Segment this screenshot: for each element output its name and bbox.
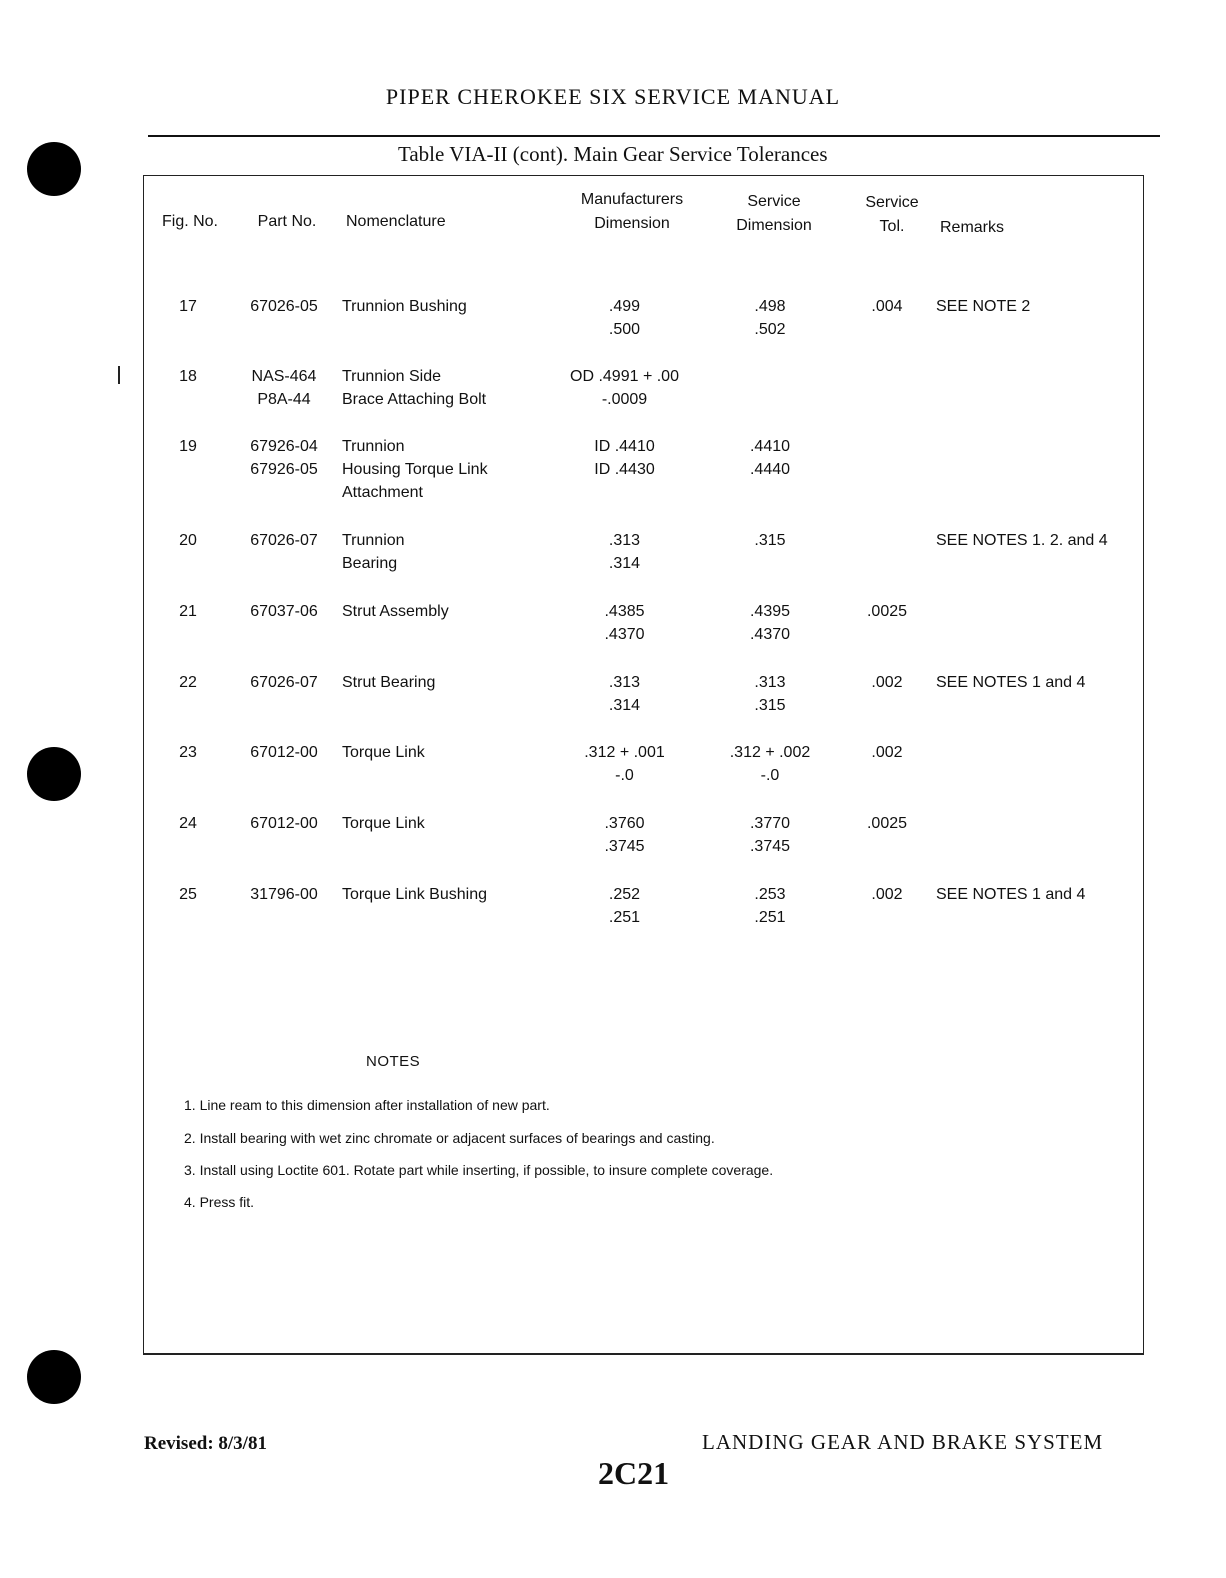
section-title: LANDING GEAR AND BRAKE SYSTEM: [702, 1430, 1104, 1454]
cell-service-tol: .004: [871, 298, 903, 315]
cell-service-dimension: .3770 .3745: [749, 815, 791, 855]
col-header-part: Part No.: [257, 213, 317, 230]
cell-nomenclature: Torque Link: [342, 744, 425, 761]
cell-nomenclature: Trunnion Bearing: [342, 532, 405, 572]
cell-nomenclature: Trunnion Bushing: [342, 298, 467, 315]
cell-service-dimension: .4410 .4440: [749, 438, 791, 478]
cell-remarks: SEE NOTES 1 and 4: [936, 674, 1086, 691]
cell-fig-no: 23: [179, 744, 197, 761]
cell-service-dimension: .498 .502: [754, 298, 786, 338]
cell-fig-no: 17: [179, 298, 197, 315]
col-header-manufacturers-dimension: Manufacturers Dimension: [580, 191, 684, 232]
note-item: 4. Press fit.: [184, 1194, 255, 1210]
cell-service-tol: .002: [871, 744, 903, 761]
cell-service-dimension: .315: [754, 532, 786, 549]
cell-nomenclature: Trunnion Housing Torque Link Attachment: [342, 438, 488, 501]
cell-part-no: 67926-04 67926-05: [250, 438, 318, 478]
note-item: 3. Install using Loctite 601. Rotate part while inserting, if possible, to insure complete coverage.: [184, 1162, 774, 1178]
cell-nomenclature: Torque Link: [342, 815, 425, 832]
col-header-nomenclature: Nomenclature: [346, 213, 446, 230]
cell-manufacturers-dimension: .312 + .001 -.0: [584, 744, 665, 784]
cell-part-no: NAS-464 P8A-44: [251, 368, 317, 408]
note-item: 2. Install bearing with wet zinc chromate or adjacent surfaces of bearings and casting.: [184, 1130, 715, 1146]
cell-service-dimension: .4395 .4370: [749, 603, 791, 643]
cell-nomenclature: Trunnion Side Brace Attaching Bolt: [342, 368, 487, 408]
cell-part-no: 31796-00: [250, 886, 318, 903]
margin-mark: [118, 366, 120, 384]
cell-service-tol: .002: [871, 674, 903, 691]
cell-fig-no: 21: [179, 603, 197, 620]
manual-title: PIPER CHEROKEE SIX SERVICE MANUAL: [385, 84, 841, 109]
cell-part-no: 67026-07: [250, 674, 318, 691]
cell-part-no: 67012-00: [250, 744, 318, 761]
cell-remarks: SEE NOTE 2: [936, 298, 1031, 315]
cell-remarks: SEE NOTES 1 and 4: [936, 886, 1086, 903]
cell-service-dimension: .312 + .002 -.0: [729, 744, 811, 784]
cell-service-tol: .0025: [866, 603, 908, 620]
cell-manufacturers-dimension: .3760 .3745: [604, 815, 645, 855]
header-rule: [148, 135, 1160, 137]
cell-manufacturers-dimension: .499 .500: [608, 298, 641, 338]
cell-manufacturers-dimension: .313 .314: [608, 532, 641, 572]
cell-part-no: 67026-07: [250, 532, 318, 549]
cell-manufacturers-dimension: OD .4991 + .00 -.0009: [570, 368, 679, 408]
cell-service-dimension: .253 .251: [754, 886, 786, 926]
cell-manufacturers-dimension: .4385 .4370: [604, 603, 645, 643]
cell-part-no: 67012-00: [250, 815, 318, 832]
cell-manufacturers-dimension: .252 .251: [608, 886, 641, 926]
cell-fig-no: 22: [179, 674, 197, 691]
binder-hole-middle: [27, 747, 81, 801]
cell-fig-no: 25: [179, 886, 197, 903]
cell-nomenclature: Strut Bearing: [342, 674, 436, 691]
table-title: Table VIA-II (cont). Main Gear Service Tolerances: [398, 142, 828, 166]
cell-fig-no: 20: [179, 532, 197, 549]
col-header-service-tol: Service Tol.: [865, 194, 919, 235]
binder-hole-top: [27, 142, 81, 196]
cell-nomenclature: Torque Link Bushing: [342, 886, 487, 903]
cell-remarks: SEE NOTES 1. 2. and 4: [936, 532, 1108, 549]
cell-manufacturers-dimension: .313 .314: [608, 674, 641, 714]
cell-service-tol: .002: [871, 886, 903, 903]
cell-service-dimension: .313 .315: [754, 674, 786, 714]
cell-nomenclature: Strut Assembly: [342, 603, 449, 620]
cell-fig-no: 24: [179, 815, 197, 832]
cell-service-tol: .0025: [866, 815, 908, 832]
cell-part-no: 67037-06: [250, 603, 318, 620]
cell-manufacturers-dimension: ID .4410 ID .4430: [594, 438, 655, 478]
col-header-fig: Fig. No.: [161, 213, 218, 230]
col-header-remarks: Remarks: [940, 219, 1005, 236]
revision-date: Revised: 8/3/81: [144, 1433, 267, 1454]
notes-title: NOTES: [366, 1053, 421, 1070]
cell-fig-no: 18: [179, 368, 197, 385]
page-number: 2C21: [598, 1455, 670, 1491]
cell-part-no: 67026-05: [250, 298, 318, 315]
binder-hole-bottom: [27, 1350, 81, 1404]
col-header-service-dimension: Service Dimension: [736, 193, 812, 234]
note-item: 1. Line ream to this dimension after installation of new part.: [184, 1097, 550, 1113]
cell-fig-no: 19: [179, 438, 197, 455]
